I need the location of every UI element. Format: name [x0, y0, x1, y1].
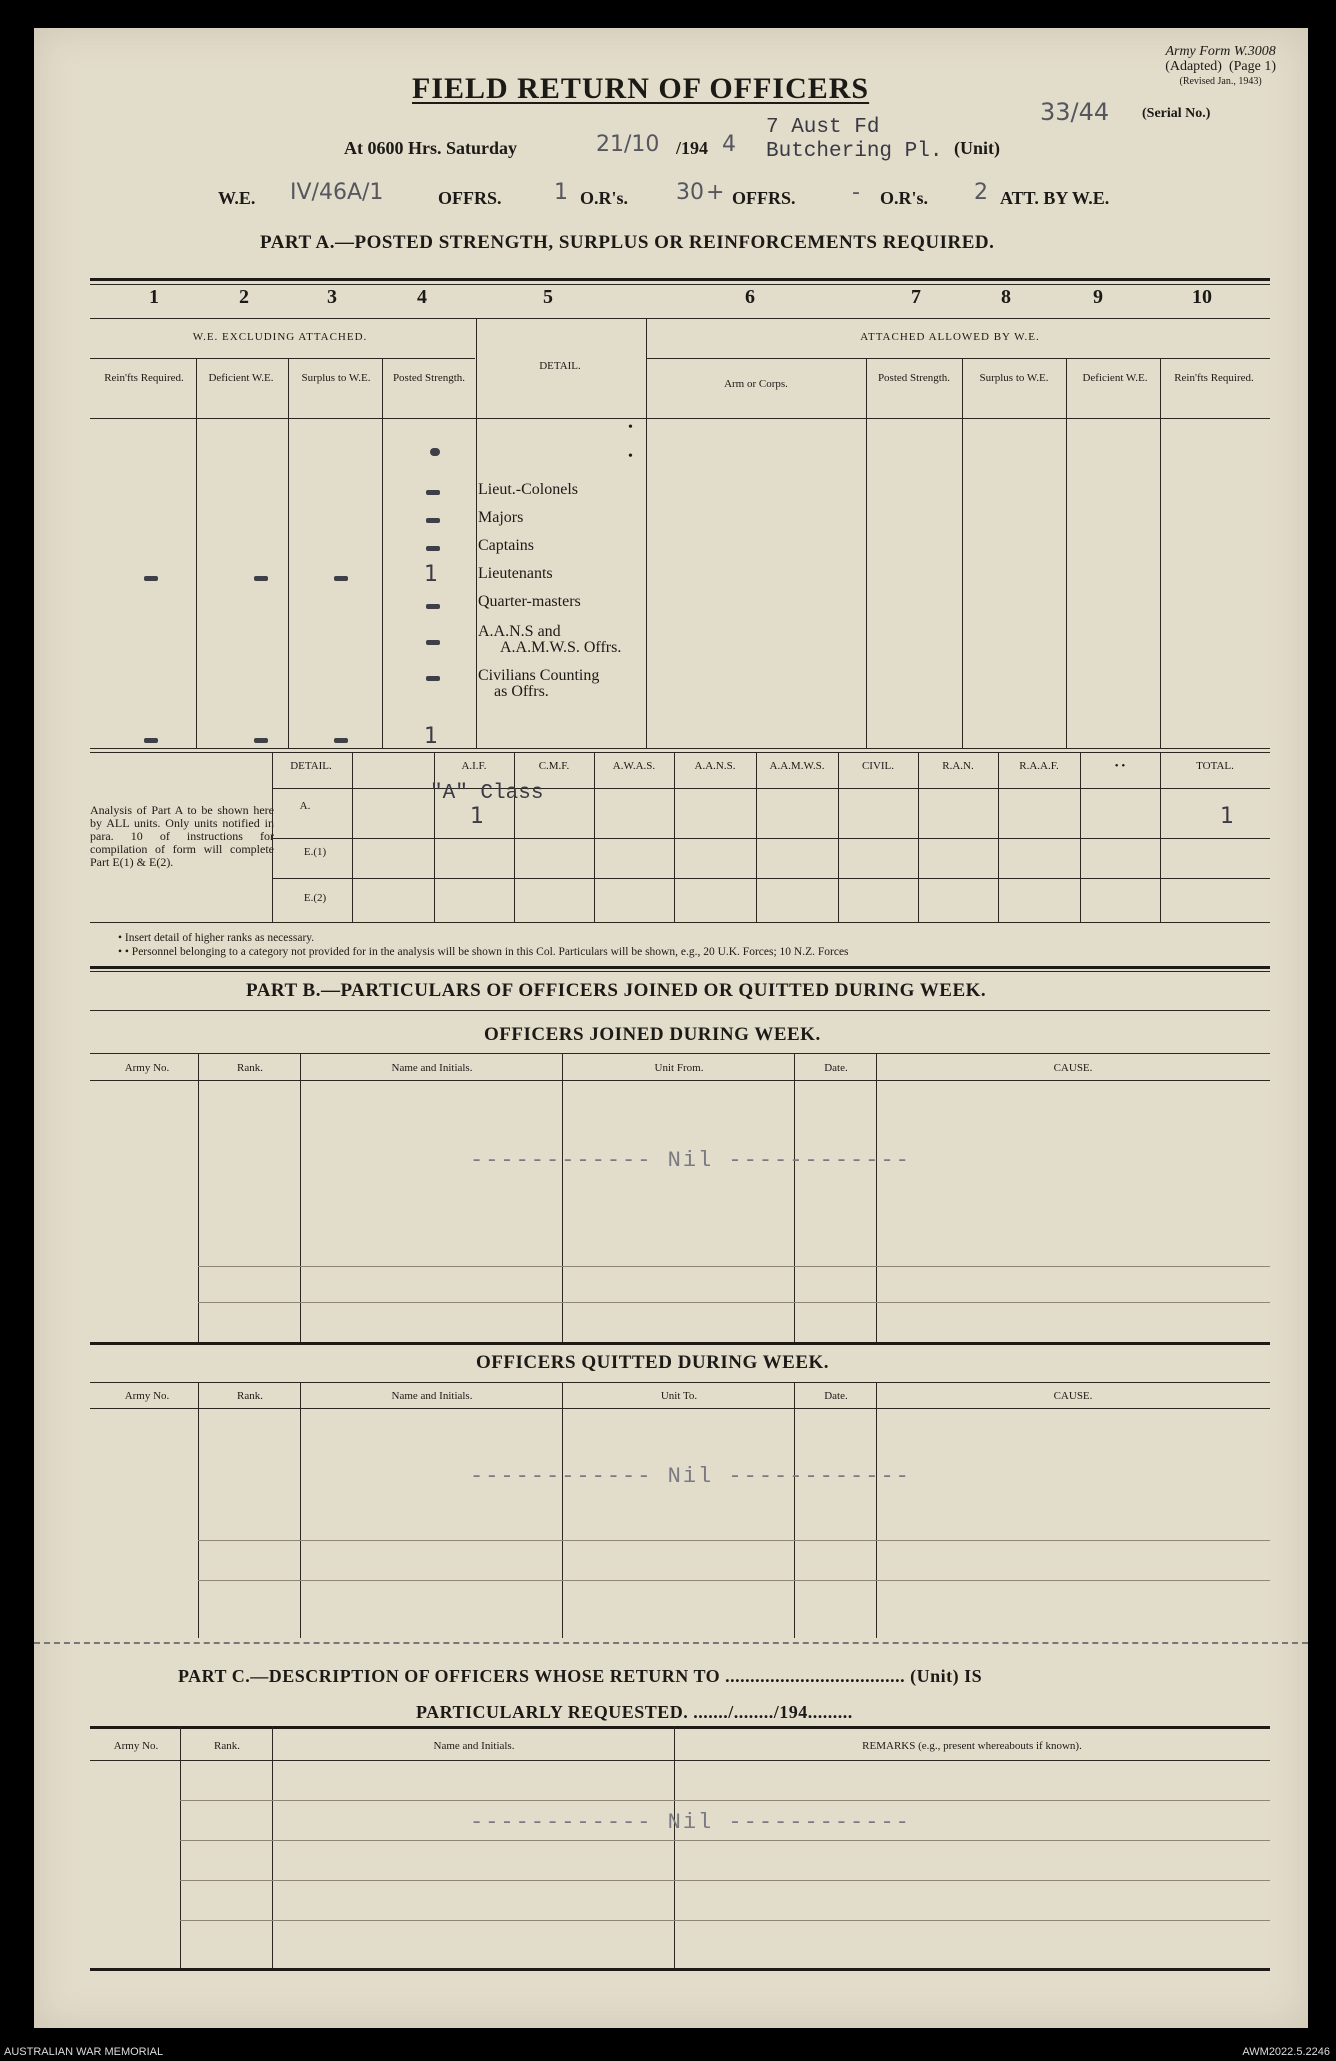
we-excluding-header: W.E. EXCLUDING ATTACHED. [192, 331, 368, 343]
rank-aamws-offrs: A.A.M.W.S. Offrs. [500, 639, 622, 656]
joined-cause-header: CAUSE. [1053, 1062, 1093, 1074]
joined-date-header: Date. [824, 1062, 848, 1074]
col-rule [794, 1382, 795, 1638]
col-rule [1066, 358, 1067, 748]
posted-civilians-nil [426, 676, 440, 681]
serial-label: (Serial No.) [1142, 106, 1211, 121]
form-number: Army Form W.3008 [1165, 44, 1276, 59]
rule [272, 878, 1270, 879]
aif-class-value: "A" Class [430, 782, 544, 805]
part-c-heading: PART C.—DESCRIPTION OF OFFICERS WHOSE RETURN TO .................................... (Unit) IS [178, 1666, 983, 1686]
att-label: ATT. BY W.E. [1000, 188, 1110, 208]
civil-header: CIVIL. [861, 760, 895, 772]
quitted-rank-header: Rank. [237, 1390, 263, 1402]
col-rule [876, 1053, 877, 1343]
rank-as-offrs: as Offrs. [494, 683, 549, 700]
serial-value: 33/44 [1040, 98, 1110, 126]
rule [90, 1968, 1270, 1971]
posted-qm-nil [426, 604, 440, 609]
partc-nil: ------------ Nil ------------ [470, 1810, 911, 1835]
unit-value: 7 Aust Fd Butchering Pl. [766, 116, 943, 163]
col-rule [272, 1726, 273, 1970]
cmf-header: C.M.F. [538, 760, 570, 772]
rank-lieut-colonels: Lieut.-Colonels [478, 481, 578, 498]
part-c-requested: PARTICULARLY REQUESTED. ......./......../194......... [416, 1702, 853, 1722]
col-rule [998, 752, 999, 922]
col-num-7: 7 [911, 286, 921, 308]
att-reinfts-header: Rein'fts Required. [1174, 372, 1254, 384]
joined-name-header: Name and Initials. [391, 1062, 473, 1074]
part-a-heading: PART A.—POSTED STRENGTH, SURPLUS OR REINFORCEMENTS REQUIRED. [260, 232, 995, 253]
footer-left: AUSTRALIAN WAR MEMORIAL [4, 2046, 164, 2058]
col-rule [180, 1726, 181, 1970]
form-reference [1165, 44, 1276, 89]
col-num-3: 3 [327, 286, 337, 308]
quitted-name-header: Name and Initials. [391, 1390, 473, 1402]
rule [180, 1840, 1270, 1841]
analysis-note: Analysis of Part A to be shown here by ALL units. Only units notified in para. 10 of instructions for compilation of form will complete Part E(1) & E(2). [90, 803, 274, 869]
col-rule [352, 752, 353, 922]
aamws-header: A.A.M.W.S. [769, 760, 825, 772]
quitted-unit-to-header: Unit To. [660, 1390, 698, 1402]
col-rule [866, 358, 867, 748]
quitted-heading: OFFICERS QUITTED DURING WEEK. [476, 1352, 830, 1373]
col-rule [756, 752, 757, 922]
rule [90, 1053, 1270, 1054]
rule [90, 1382, 1270, 1383]
col-rule [272, 752, 273, 922]
rule [90, 971, 1270, 972]
rule [180, 1880, 1270, 1881]
col-rule [1160, 752, 1161, 922]
joined-army-no-header: Army No. [124, 1062, 170, 1074]
deficient-total-nil [254, 738, 268, 743]
rule [198, 1580, 1270, 1581]
rule [90, 748, 1270, 749]
col-rule [962, 358, 963, 748]
col-rule [434, 752, 435, 922]
col-num-10: 10 [1192, 286, 1212, 308]
joined-rank-header: Rank. [237, 1062, 263, 1074]
col-rule [300, 1053, 301, 1343]
col-rule [562, 1382, 563, 1638]
joined-unit-from-header: Unit From. [654, 1062, 704, 1074]
rule [90, 922, 1270, 923]
footnote-1: • Insert detail of higher ranks as necessary. [118, 932, 315, 944]
col-rule [300, 1382, 301, 1638]
col-rule [514, 752, 515, 922]
analysis-detail-header: DETAIL. [290, 760, 332, 772]
star-mark-2: • [628, 449, 633, 464]
ors2-value: 2 [974, 180, 988, 205]
reinfts-lieut-nil [144, 576, 158, 581]
att-surplus-header: Surplus to W.E. [979, 372, 1049, 384]
quitted-cause-header: CAUSE. [1053, 1390, 1093, 1402]
col-num-2: 2 [239, 286, 249, 308]
rule [90, 1760, 1270, 1761]
col-num-4: 4 [417, 286, 427, 308]
posted-aans-nil [426, 640, 440, 645]
star-mark-1: • [628, 420, 633, 435]
col-num-8: 8 [1001, 286, 1011, 308]
aans-header: A.A.N.S. [694, 760, 736, 772]
rule [90, 358, 475, 359]
aif-header: A.I.F. [461, 760, 487, 772]
footnote-2: • • Personnel belonging to a category not provided for in the analysis will be shown in this Col. Particulars will be shown, e.g., 20 U.K. Forces; 10 N.Z. Forces [118, 946, 849, 958]
att-deficient-header: Deficient W.E. [1082, 372, 1148, 384]
rule [90, 966, 1270, 969]
rule [180, 1800, 1270, 1801]
rank-majors: Majors [478, 509, 524, 526]
col-rule [288, 358, 289, 748]
col-rule [794, 1053, 795, 1343]
posted-majors-nil [426, 518, 440, 523]
col-rule [838, 752, 839, 922]
analysis-total-value: 1 [1220, 804, 1234, 829]
ors-label: O.R's. [580, 188, 629, 208]
rule [180, 1920, 1270, 1921]
posted-total-value: 1 [424, 724, 438, 749]
attached-allowed-header: ATTACHED ALLOWED BY W.E. [860, 331, 1040, 343]
posted-lieut-value: 1 [424, 562, 438, 587]
rule [90, 418, 1270, 419]
rule [90, 284, 1270, 285]
reinfts-required-header: Rein'fts Required. [104, 372, 184, 384]
footer-right: AWM2022.5.2246 [1242, 2046, 1330, 2058]
rule [90, 1726, 1270, 1729]
rule [198, 1266, 1270, 1267]
rule [90, 752, 1270, 753]
at-label: At 0600 Hrs. Saturday [344, 138, 518, 158]
plus-sign: + [706, 180, 725, 205]
we-value: IV/46A/1 [290, 180, 384, 205]
rule [272, 788, 1270, 789]
offrs-label: OFFRS. [438, 188, 502, 208]
quitted-army-no-header: Army No. [124, 1390, 170, 1402]
reinfts-total-nil [144, 738, 158, 743]
row-e1-label: E.(1) [303, 846, 327, 858]
rule [272, 838, 1270, 839]
part-b-heading: PART B.—PARTICULARS OF OFFICERS JOINED OR QUITTED DURING WEEK. [246, 980, 987, 1001]
col-rule [594, 752, 595, 922]
joined-heading: OFFICERS JOINED DURING WEEK. [484, 1024, 821, 1045]
perforation-line [34, 1642, 1308, 1644]
rank-captains: Captains [478, 537, 534, 554]
rank-lieutenants: Lieutenants [478, 565, 553, 582]
offrs2-label: OFFRS. [732, 188, 796, 208]
quitted-date-header: Date. [824, 1390, 848, 1402]
ors-value: 30 [676, 180, 704, 205]
row-e2-label: E.(2) [303, 892, 327, 904]
col-rule [198, 1382, 199, 1638]
partc-name-header: Name and Initials. [433, 1740, 515, 1752]
posted-ltcol-nil [426, 490, 440, 495]
rule [90, 1408, 1270, 1409]
unit-label: (Unit) [954, 138, 1000, 158]
other-header: • • [1114, 760, 1126, 772]
awas-header: A.W.A.S. [612, 760, 656, 772]
deficient-we-header: Deficient W.E. [208, 372, 274, 384]
offrs2-value: - [852, 180, 860, 205]
form-page: (Page 1) [1228, 59, 1276, 74]
surplus-total-nil [334, 738, 348, 743]
col-rule [476, 318, 477, 748]
form-title: FIELD RETURN OF OFFICERS [412, 72, 870, 105]
arm-corps-header: Arm or Corps. [724, 378, 788, 390]
quitted-nil: ------------ Nil ------------ [470, 1464, 911, 1489]
col-rule [674, 752, 675, 922]
rule [90, 1080, 1270, 1081]
partc-army-no-header: Army No. [113, 1740, 159, 1752]
col-rule [562, 1053, 563, 1343]
rule [90, 278, 1270, 281]
rule [198, 1540, 1270, 1541]
col-rule [674, 1726, 675, 1970]
att-posted-strength-header: Posted Strength. [877, 372, 951, 384]
year-value: 4 [722, 132, 736, 157]
posted-strength-header: Posted Strength. [392, 372, 466, 384]
col-num-5: 5 [543, 286, 553, 308]
raaf-header: R.A.A.F. [1019, 760, 1059, 772]
partc-rank-header: Rank. [214, 1740, 240, 1752]
deficient-lieut-nil [254, 576, 268, 581]
ors2-label: O.R's. [880, 188, 929, 208]
col-rule [382, 358, 383, 748]
col-rule [876, 1382, 877, 1638]
col-num-6: 6 [745, 286, 755, 308]
we-label: W.E. [218, 188, 256, 208]
rule [198, 1302, 1270, 1303]
posted-mark [430, 448, 440, 456]
partc-remarks-header: REMARKS (e.g., present whereabouts if known). [862, 1740, 1082, 1752]
detail-header: DETAIL. [539, 360, 581, 372]
aif-value: 1 [470, 804, 484, 829]
col-rule [1160, 358, 1161, 748]
col-rule [646, 318, 647, 748]
year-label: /194 [676, 138, 709, 158]
form-revised: (Revised Jan., 1943) [1179, 76, 1262, 87]
surplus-we-header: Surplus to W.E. [301, 372, 371, 384]
col-rule [198, 1053, 199, 1343]
joined-nil: ------------ Nil ------------ [470, 1148, 911, 1173]
rank-civilians: Civilians Counting [478, 667, 600, 684]
date-value: 21/10 [596, 132, 660, 157]
col-num-1: 1 [149, 286, 159, 308]
rule [646, 358, 1270, 359]
surplus-lieut-nil [334, 576, 348, 581]
col-num-9: 9 [1093, 286, 1103, 308]
row-a-label: A. [299, 800, 311, 812]
rank-aans: A.A.N.S and [478, 623, 561, 640]
total-header: TOTAL. [1196, 760, 1234, 772]
rank-quarter-masters: Quarter-masters [478, 593, 581, 610]
rule [90, 318, 1270, 319]
offrs-value: 1 [554, 180, 568, 205]
rule [90, 1342, 1270, 1345]
col-rule [1080, 752, 1081, 922]
col-rule [196, 358, 197, 748]
posted-captains-nil [426, 546, 440, 551]
rule [90, 1010, 1270, 1011]
ran-header: R.A.N. [942, 760, 974, 772]
form-adapted: (Adapted) [1165, 59, 1222, 74]
col-rule [918, 752, 919, 922]
